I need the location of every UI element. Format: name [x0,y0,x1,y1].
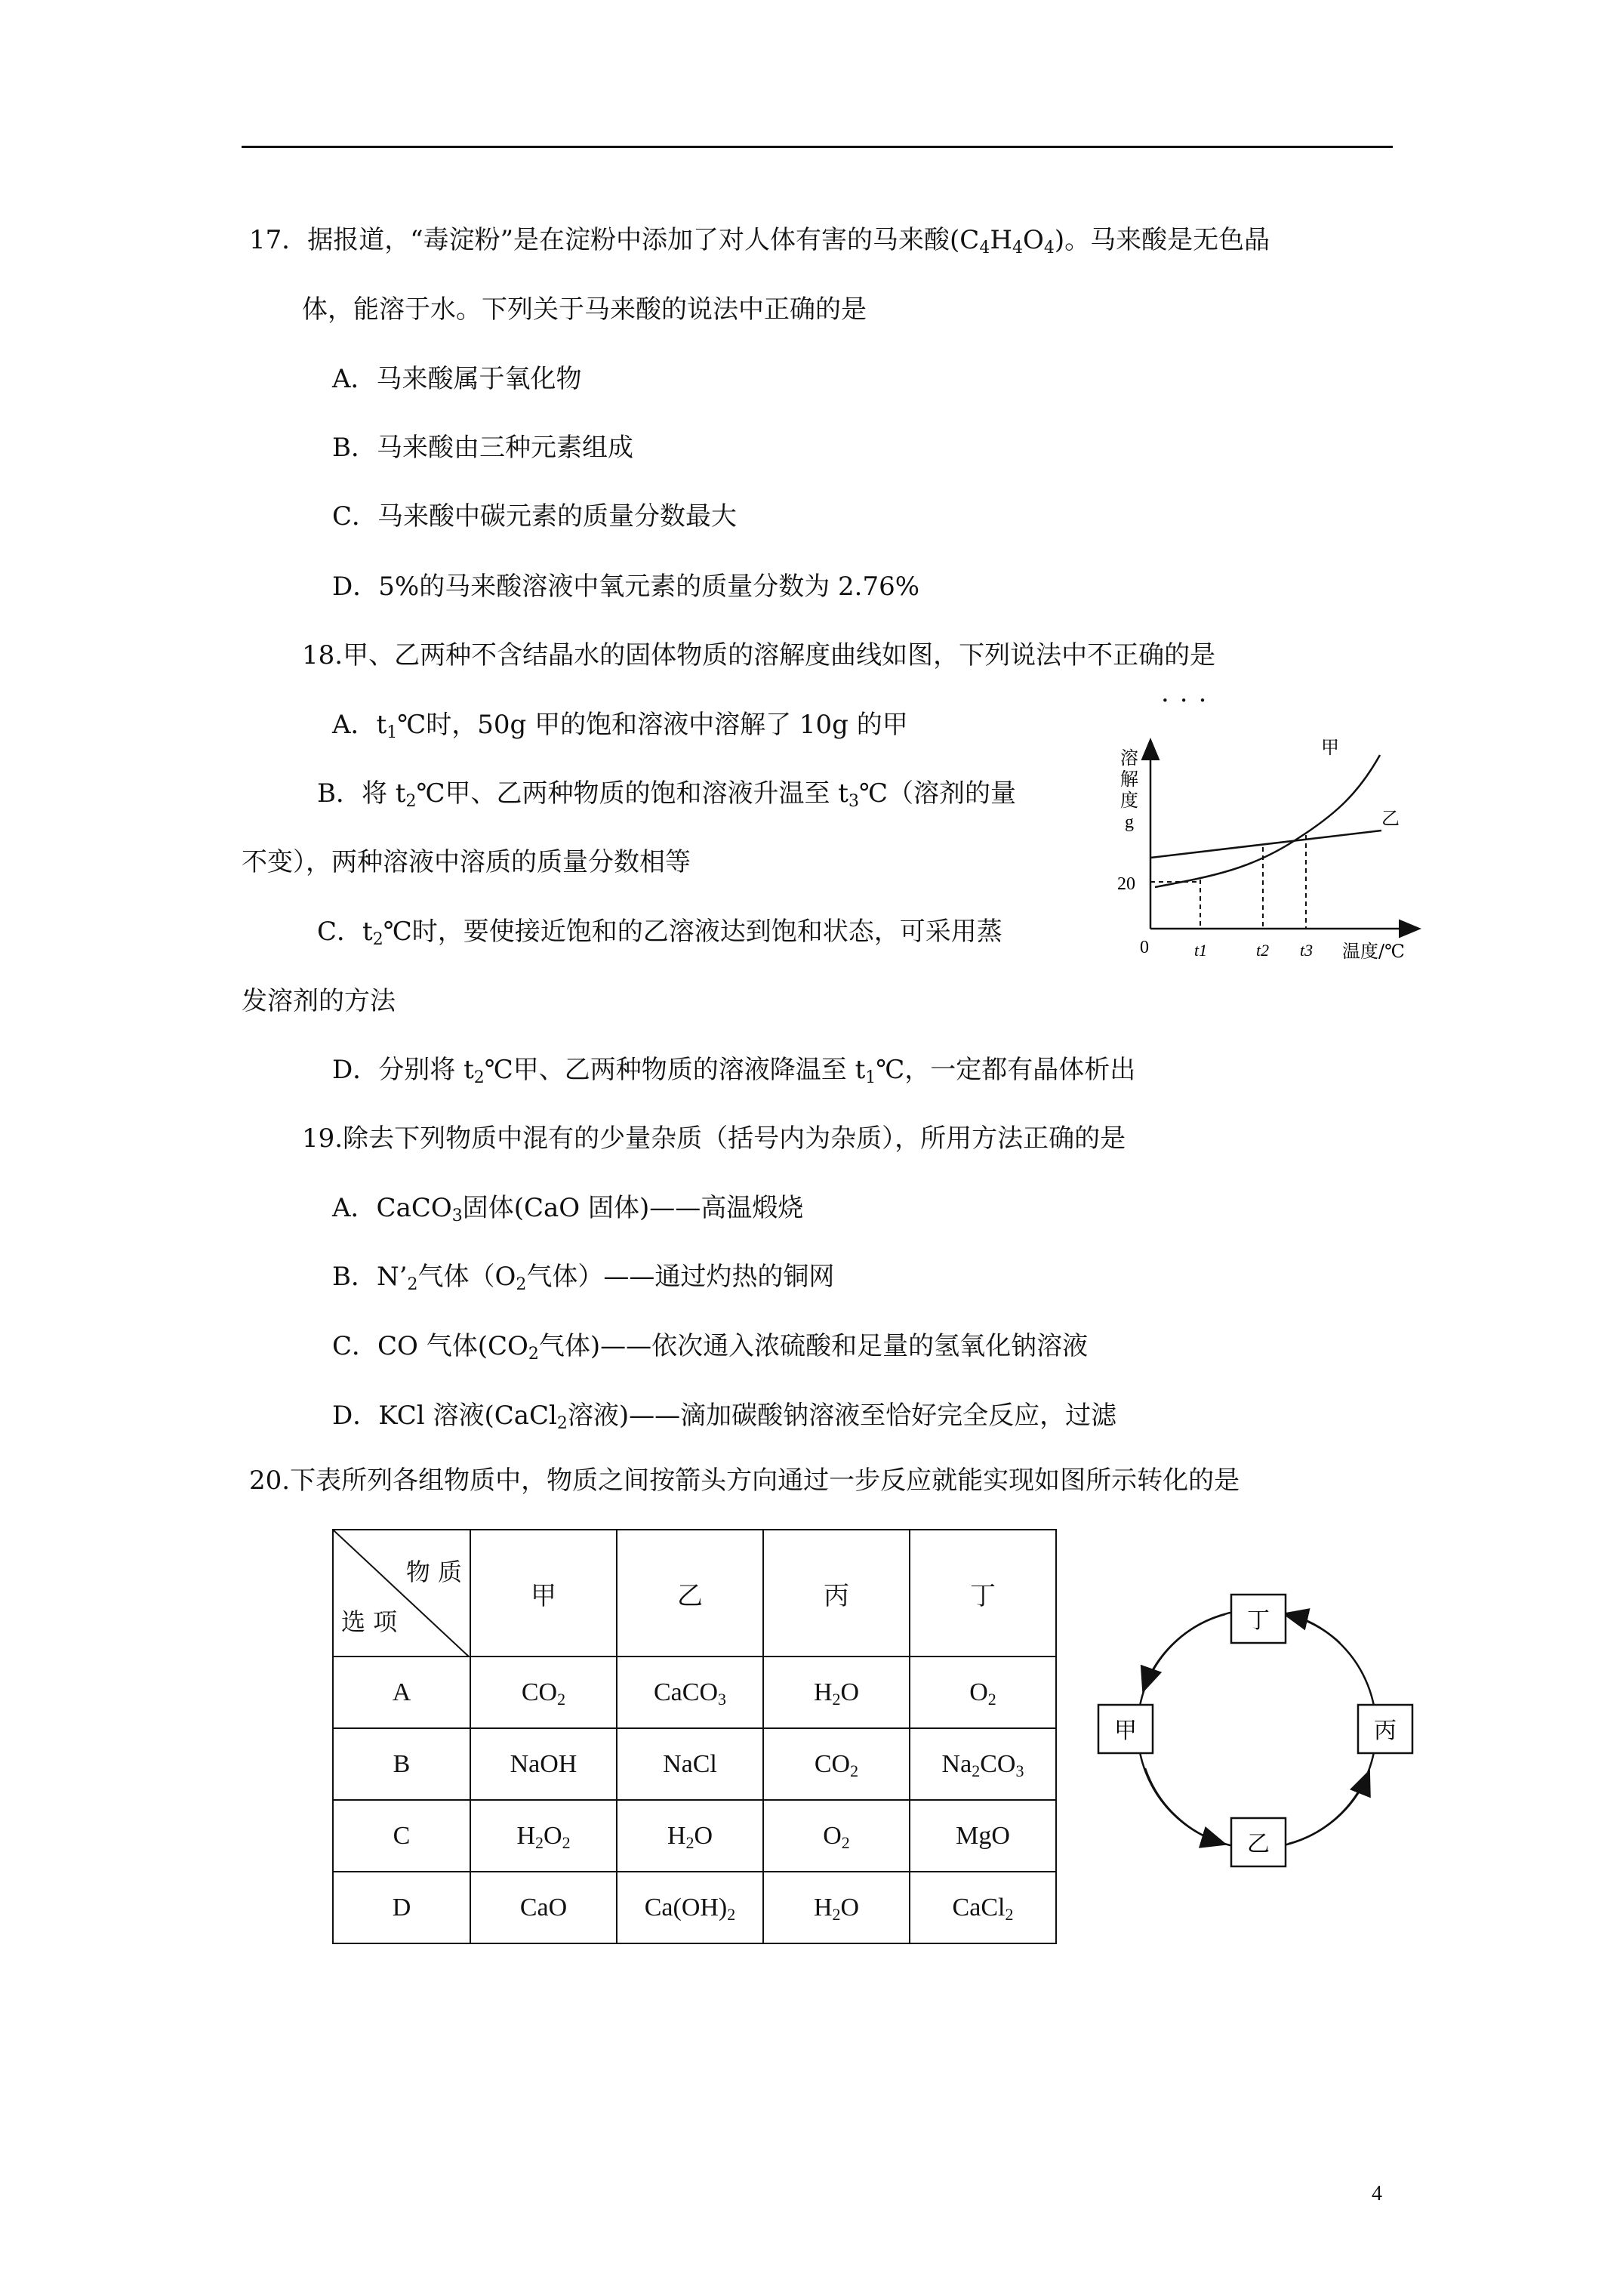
cell: CaCl$_2$ [910,1872,1056,1943]
q19-option-b: B．$N’_2$气体（$O_2$气体）——通过灼热的铜网 [332,1262,835,1294]
arrow-ding-to-jia [1144,1614,1225,1690]
q18-option-b-line1: B．将 $t_2℃$甲、乙两种物质的饱和溶液升温至 $t_3℃$（溶剂的量 [317,778,1017,811]
arrow-bing-to-ding [1286,1614,1340,1643]
corner-diagonal [334,1530,470,1657]
x-tick-t1: t1 [1194,941,1208,960]
cell: $O_2$ [910,1657,1056,1728]
cycle-label-jia: 甲 [1114,1718,1137,1744]
q18-option-b-line2: 不变），两种溶液中溶质的质量分数相等 [242,847,691,877]
cell: $CO_2$ [763,1728,910,1800]
cell: $H_2O_2$ [470,1800,617,1872]
option-label: D [333,1872,470,1943]
curve-yi [1150,831,1381,858]
q18-emphasis-dots: ··· [1161,686,1218,716]
conversion-cycle-diagram [1091,1578,1423,1880]
cell: $CO_2$ [470,1657,617,1728]
table-row-d [333,1872,1056,1943]
q19-stem: 19.除去下列物质中混有的少量杂质（括号内为杂质），所用方法正确的是 [302,1123,1126,1154]
cell: NaCl [617,1728,763,1800]
cell: CaCO$_3$ [617,1657,763,1728]
q19-option-d: D．KCl 溶液(CaCl$_2$溶液)——滴加碳酸钠溶液至恰好完全反应，过滤 [332,1401,1117,1433]
cell: $Ca(OH)_2$ [617,1872,763,1943]
cell: $H_2O$ [617,1800,763,1872]
arrow-jia-to-yi [1145,1768,1224,1844]
ylabel-unit: g [1125,812,1134,832]
corner-top-label: 物 质 [405,1558,462,1586]
cycle-label-ding: 丁 [1247,1607,1270,1634]
table-row-a [333,1657,1056,1728]
cell: $Na_2CO_3$ [910,1728,1056,1800]
q20-options-table [332,1529,1057,1944]
q18-stem: 18.甲、乙两种不含结晶水的固体物质的溶解度曲线如图，下列说法中不正确的是 [302,640,1216,670]
q18-option-d: D．分别将 $t_2℃$甲、乙两种物质的溶液降温至 $t_1℃$，一定都有晶体析出 [332,1055,1136,1087]
cycle-label-yi: 乙 [1247,1831,1270,1857]
y-tick-20: 20 [1117,874,1135,894]
ylabel-char-3: 度 [1120,790,1138,811]
curve-jia [1155,755,1380,887]
table-row-c [333,1800,1056,1872]
solubility-graph [1110,725,1434,974]
q17-stem-line2: 体，能溶于水。下列关于马来酸的说法中正确的是 [302,294,867,325]
option-label: B [333,1728,470,1800]
q19-option-a: A．CaCO$_3$固体(CaO 固体)——高温煅烧 [332,1193,804,1225]
cell: $O_2$ [763,1800,910,1872]
q18-option-c-line2: 发溶剂的方法 [242,986,396,1016]
ylabel-char-2: 解 [1120,769,1138,790]
q19-option-c: C．CO 气体($CO_2$气体)——依次通入浓硫酸和足量的氢氧化钠溶液 [332,1331,1089,1364]
q18-option-c-line1: C．$t_2℃$时，要使接近饱和的乙溶液达到饱和状态，可采用蒸 [317,917,1002,949]
header-bing: 丙 [763,1530,910,1657]
arrow-yi-to-bing [1289,1773,1369,1844]
header-jia: 甲 [470,1530,617,1657]
q20-stem: 20.下表所列各组物质中，物质之间按箭头方向通过一步反应就能实现如图所示转化的是 [249,1465,1240,1496]
maleic-acid-formula: $C_4H_4O_4$ [959,225,1055,257]
q17-option-d: D．5%的马来酸溶液中氧元素的质量分数为 2.76% [332,572,920,602]
header-ding: 丁 [910,1530,1056,1657]
cell: $H_2O$ [763,1657,910,1728]
cell: $H_2O$ [763,1872,910,1943]
q17-option-c: C．马来酸中碳元素的质量分数最大 [332,501,738,532]
q17-option-b: B．马来酸由三种元素组成 [332,433,633,463]
q18-option-a: A．$t_1℃$时，50g 甲的饱和溶液中溶解了 10g 的甲 [332,710,908,742]
curve-yi-label: 乙 [1381,808,1400,829]
corner-bottom-label: 选 项 [341,1607,398,1636]
page-number: 4 [1372,2182,1382,2205]
option-label: C [333,1800,470,1872]
q17-stem-line1: 17．据报道，“毒淀粉”是在淀粉中添加了对人体有害的马来酸$(C_4H_4O_4)$。马来酸是无色晶 [249,225,1270,257]
cycle-label-bing: 丙 [1374,1718,1397,1744]
x-tick-t2: t2 [1256,941,1270,960]
cell: MgO [910,1800,1056,1872]
origin-label: 0 [1140,938,1149,957]
cell: CaO [470,1872,617,1943]
curve-jia-label: 甲 [1321,737,1339,758]
table-corner-cell [333,1530,470,1657]
ylabel-char-1: 溶 [1120,747,1138,769]
header-rule [242,146,1393,148]
option-label: A [333,1657,470,1728]
q17-option-a: A．马来酸属于氧化物 [332,364,582,394]
table-row-b [333,1728,1056,1800]
x-tick-t3: t3 [1300,941,1313,960]
header-yi: 乙 [617,1530,763,1657]
cell: NaOH [470,1728,617,1800]
x-axis-label: 温度/℃ [1342,941,1405,962]
